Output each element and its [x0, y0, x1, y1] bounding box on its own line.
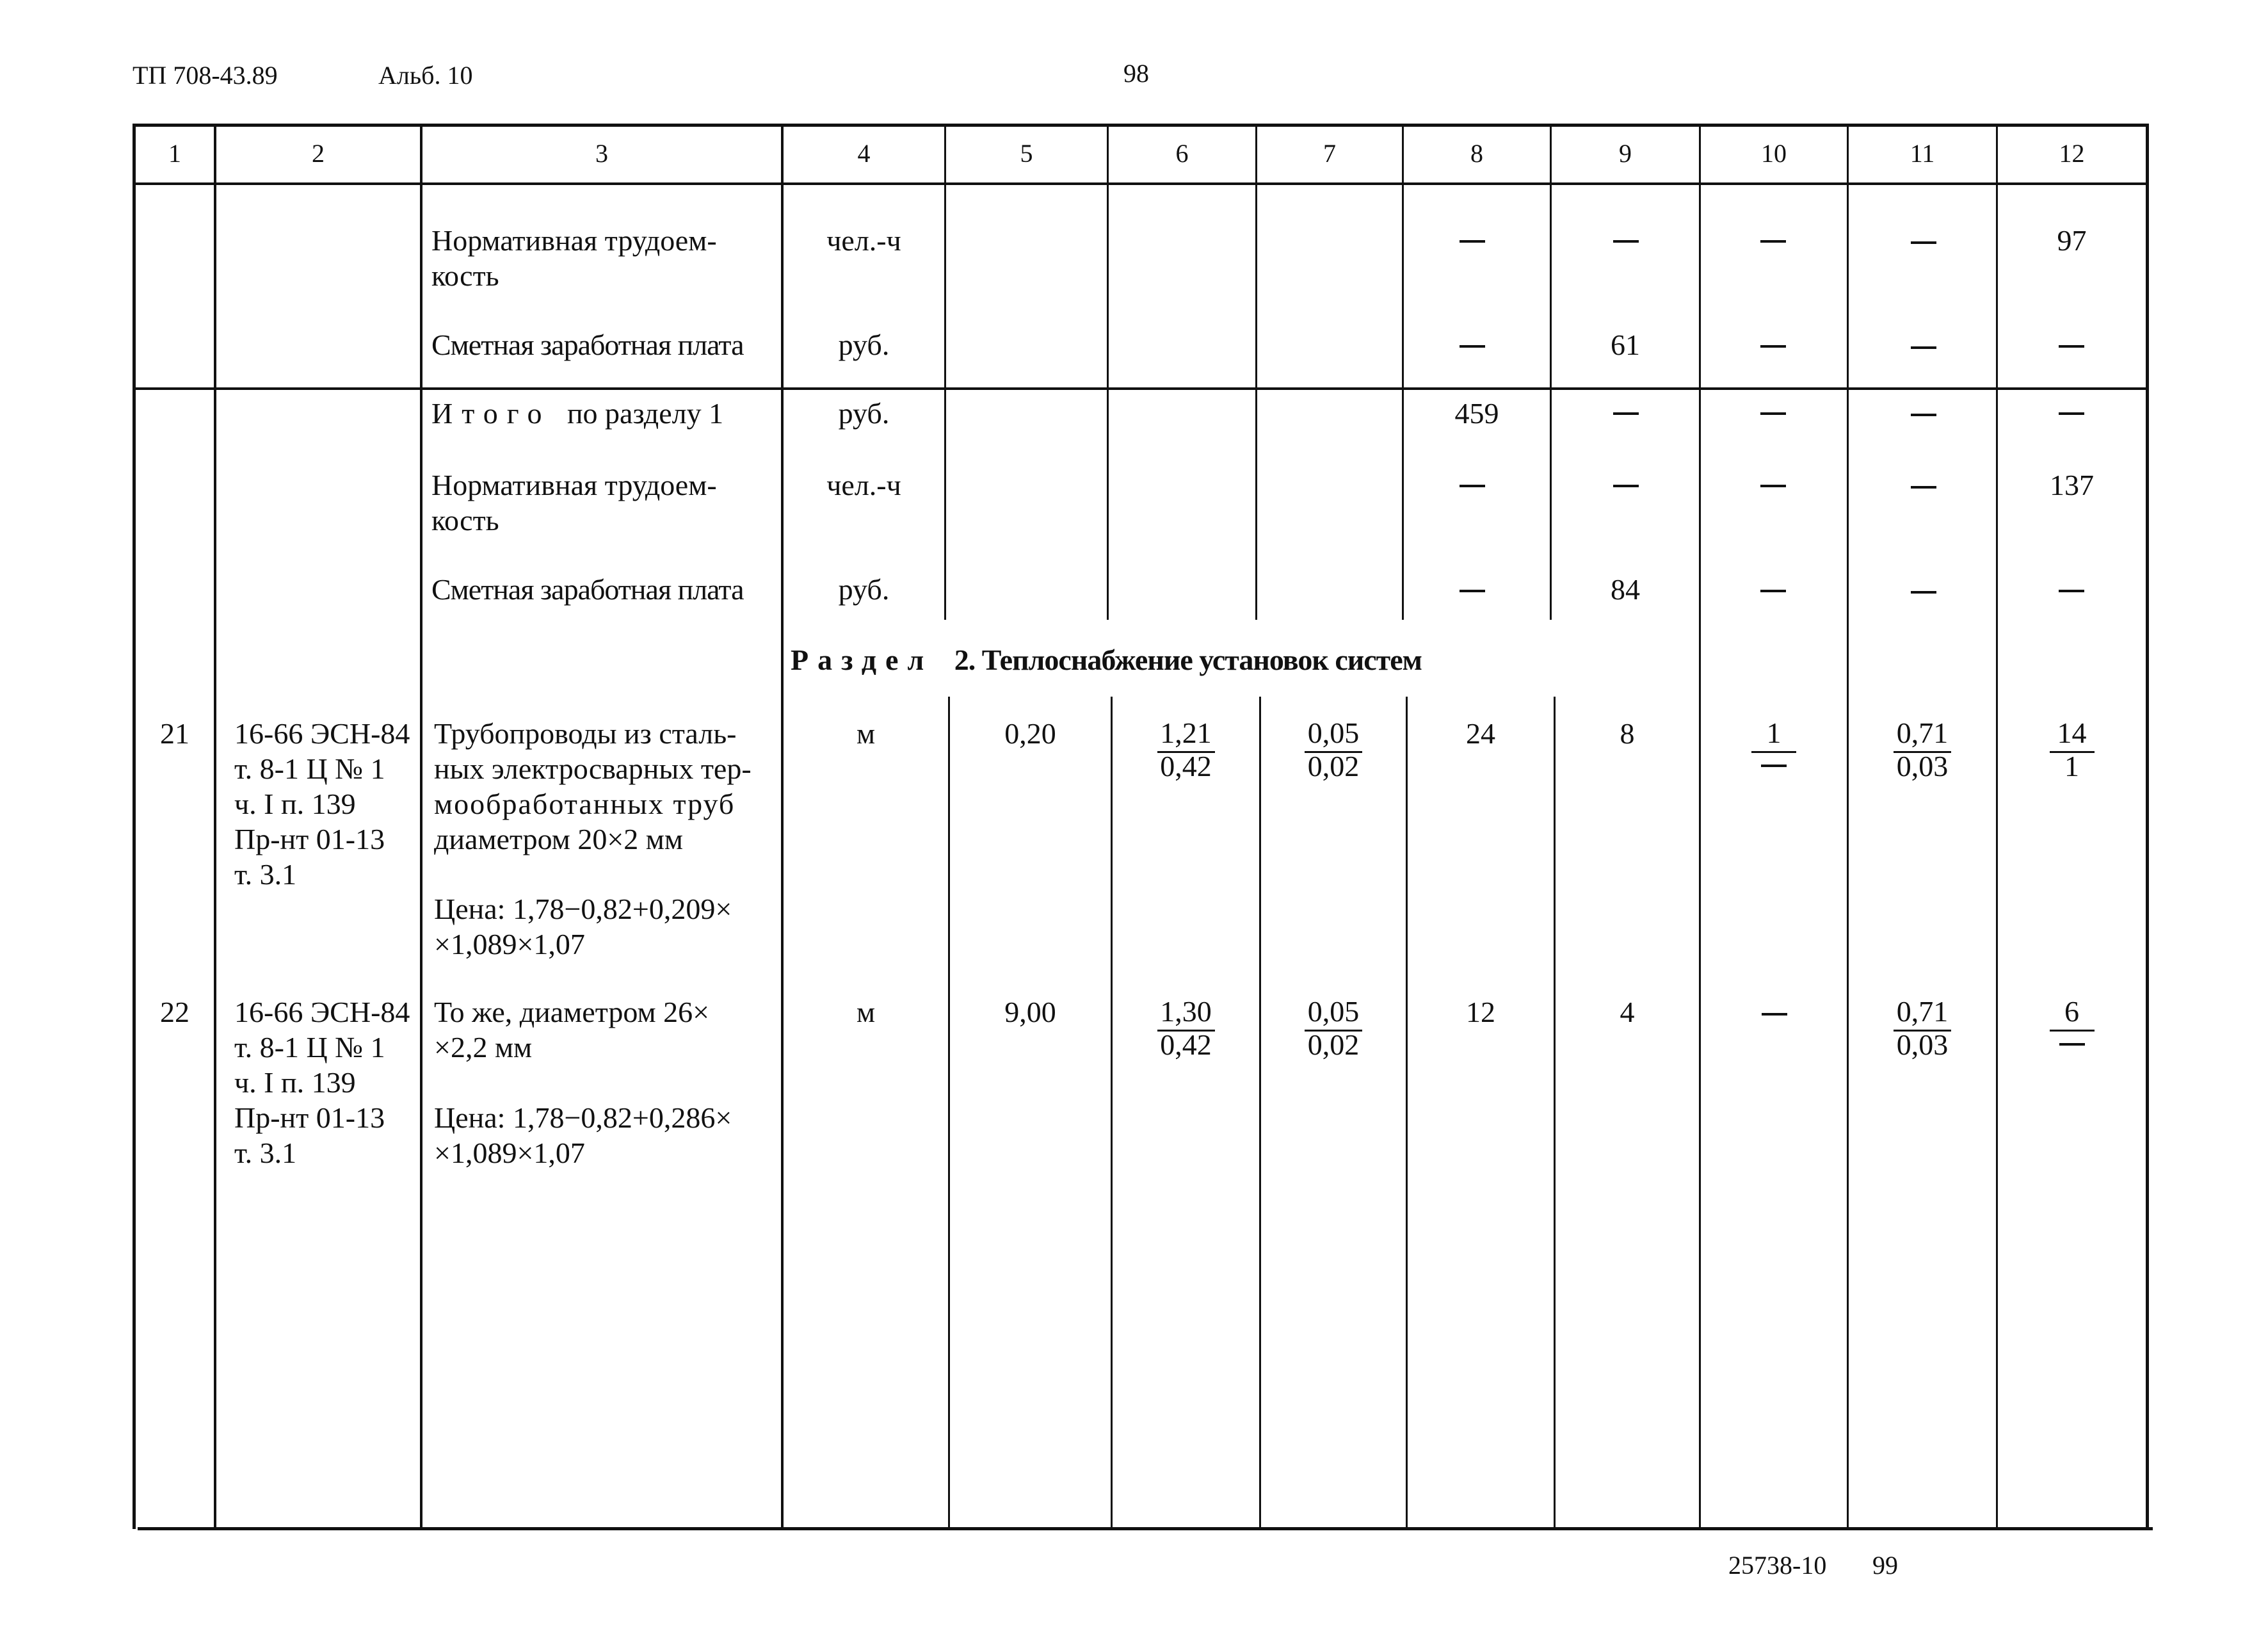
- block1-wage-dash-c8: [1460, 345, 1485, 348]
- block1-wage-dash-c12: [2059, 345, 2084, 348]
- block1-labor-dash-c9: [1613, 240, 1639, 243]
- block2-labor-dash-c9: [1613, 485, 1639, 487]
- total-dash-c10: [1760, 412, 1786, 415]
- block1-labor-dash-c11: [1911, 241, 1936, 244]
- table-border-left: [133, 124, 136, 1529]
- row21-c11-den: 0,03: [1896, 750, 1949, 782]
- row21-c12-den: 1: [2064, 750, 2079, 782]
- block-separator: [133, 387, 2148, 390]
- album-label: Альб. 10: [378, 61, 473, 90]
- section-word: Раздел: [791, 644, 933, 676]
- table-border-bottom: [138, 1527, 2153, 1530]
- row21-c11-num: 0,71: [1896, 716, 1949, 749]
- block2-wage-dash-c10: [1760, 590, 1786, 592]
- total-c8: 459: [1454, 397, 1499, 430]
- block1-wage-dash-c10: [1760, 345, 1786, 348]
- block1-labor-unit: чел.-ч: [826, 224, 901, 257]
- block1-wage-unit: руб.: [838, 328, 890, 361]
- row21-desc-line2: ных электросварных тер-: [434, 752, 752, 785]
- row22-ref-line2: т. 8-1 Ц № 1: [234, 1031, 385, 1064]
- col-line-4b: [948, 697, 950, 1529]
- row21-c10-fraction: [1701, 716, 1847, 767]
- row22-c6-fraction: [1113, 994, 1259, 1062]
- row21-ref-line4: Пр-нт 01-13: [234, 823, 385, 855]
- row22-ref-line1: 16-66 ЭСН-84: [234, 996, 410, 1028]
- row22-c11-den: 0,03: [1896, 1028, 1949, 1061]
- row22-c10-dash: [1762, 1013, 1787, 1016]
- column-number-12: 12: [2059, 139, 2085, 168]
- document-code: ТП 708-43.89: [133, 61, 278, 90]
- row21-unit: м: [856, 717, 876, 750]
- row22-c11-fraction: [1849, 994, 1996, 1062]
- row22-c12-num: 6: [2064, 995, 2079, 1028]
- row22-c11-num: 0,71: [1896, 995, 1949, 1028]
- block2-wage-dash-c12: [2059, 590, 2084, 592]
- row22-c6-num: 1,30: [1160, 995, 1212, 1028]
- row22-c12-den-dash: [2059, 1043, 2085, 1046]
- block2-wage-unit: руб.: [838, 573, 890, 606]
- row21-ref-line2: т. 8-1 Ц № 1: [234, 752, 385, 785]
- row22-ref-line5: т. 3.1: [234, 1137, 297, 1169]
- row21-number: 21: [160, 717, 189, 750]
- row21-desc-line3: мообработанных труб: [434, 788, 736, 820]
- row22-c12-fraction: [1998, 994, 2146, 1046]
- row21-c10-den-dash: [1761, 765, 1787, 767]
- block1-wage-c9: 61: [1611, 328, 1640, 361]
- block2-wage-dash-c11: [1911, 591, 1936, 594]
- column-number-4: 4: [857, 139, 871, 168]
- row22-ref-line4: Пр-нт 01-13: [234, 1101, 385, 1134]
- column-number-8: 8: [1470, 139, 1483, 168]
- column-number-3: 3: [595, 139, 608, 168]
- row21-desc-line1: Трубопроводы из сталь-: [434, 717, 737, 750]
- block2-labor-unit: чел.-ч: [826, 469, 901, 501]
- block1-wage-dash-c11: [1911, 346, 1936, 349]
- row22-price-line1: Цена: 1,78−0,82+0,286×: [434, 1101, 732, 1134]
- footer-sheet-number: 99: [1872, 1551, 1898, 1580]
- block2-labor-label-line1: Нормативная трудоем-: [431, 469, 717, 501]
- total-label: [431, 396, 780, 431]
- col-line-11: [1996, 124, 1998, 1529]
- block2-wage-label: Сметная заработная плата: [431, 573, 744, 606]
- col-line-9: [1699, 124, 1701, 1529]
- column-number-6: 6: [1175, 139, 1189, 168]
- row21-c12-num: 14: [2057, 716, 2087, 749]
- row21-ref-line3: ч. I п. 139: [234, 788, 356, 820]
- row22-c7-den: 0,02: [1307, 1028, 1360, 1061]
- row21-c12-fraction: [1998, 716, 2146, 783]
- row21-c6-den: 0,42: [1160, 750, 1212, 782]
- block1-labor-label-line2: кость: [431, 259, 499, 292]
- block1-labor-c12: 97: [2057, 224, 2087, 257]
- row21-c10-num: 1: [1766, 716, 1781, 749]
- col-line-7a: [1402, 124, 1404, 620]
- row22-unit: м: [856, 996, 876, 1028]
- total-label-rest: по разделу 1: [567, 397, 724, 430]
- header-separator: [133, 182, 2148, 185]
- col-line-5a: [1107, 124, 1109, 620]
- block2-labor-c12: 137: [2050, 469, 2094, 501]
- row22-c8: 12: [1466, 996, 1495, 1028]
- block1-labor-label-line1: Нормативная трудоем-: [431, 224, 717, 257]
- row21-c8: 24: [1466, 717, 1495, 750]
- row21-c10-bar: [1751, 751, 1796, 753]
- column-number-10: 10: [1761, 139, 1787, 168]
- col-line-8a: [1550, 124, 1552, 620]
- row21-c7-fraction: [1261, 716, 1406, 783]
- col-line-5b: [1111, 697, 1113, 1529]
- block1-wage-label: Сметная заработная плата: [431, 328, 744, 361]
- row22-desc-line2: ×2,2 мм: [434, 1031, 533, 1064]
- column-number-1: 1: [168, 139, 181, 168]
- row21-c6-fraction: [1113, 716, 1259, 783]
- block2-labor-dash-c8: [1460, 485, 1485, 487]
- footer-doc-id: 25738-10: [1728, 1551, 1827, 1580]
- block1-labor-dash-c8: [1460, 240, 1485, 243]
- block2-labor-label-line2: кость: [431, 504, 499, 537]
- row22-c6-den: 0,42: [1160, 1028, 1212, 1061]
- block2-labor-dash-c10: [1760, 485, 1786, 487]
- row22-ref-line3: ч. I п. 139: [234, 1066, 356, 1099]
- column-number-5: 5: [1020, 139, 1033, 168]
- table-border-right: [2146, 124, 2149, 1529]
- row21-price-line1: Цена: 1,78−0,82+0,209×: [434, 893, 732, 925]
- block2-labor-dash-c11: [1911, 486, 1936, 489]
- col-line-7b: [1406, 697, 1408, 1529]
- col-line-6b: [1259, 697, 1261, 1529]
- column-number-7: 7: [1323, 139, 1336, 168]
- row21-ref-line5: т. 3.1: [234, 858, 297, 891]
- block2-wage-dash-c8: [1460, 590, 1485, 592]
- row21-c7-den: 0,02: [1307, 750, 1360, 782]
- row22-c5: 9,00: [1004, 996, 1056, 1028]
- page-number: 98: [1123, 59, 1149, 88]
- row21-ref-line1: 16-66 ЭСН-84: [234, 717, 410, 750]
- row22-desc-line1: То же, диаметром 26×: [434, 996, 710, 1028]
- col-line-6a: [1255, 124, 1257, 620]
- row21-c7-num: 0,05: [1307, 716, 1360, 749]
- col-line-1: [214, 124, 216, 1529]
- total-unit: руб.: [838, 397, 890, 430]
- row22-price-line2: ×1,089×1,07: [434, 1137, 585, 1169]
- column-number-11: 11: [1910, 139, 1935, 168]
- col-line-10: [1847, 124, 1849, 1529]
- col-line-8b: [1554, 697, 1556, 1529]
- column-number-9: 9: [1619, 139, 1632, 168]
- row21-price-line2: ×1,089×1,07: [434, 928, 585, 960]
- row22-number: 22: [160, 996, 189, 1028]
- row21-c11-fraction: [1849, 716, 1996, 783]
- total-dash-c12: [2059, 412, 2084, 415]
- section-title: 2. Теплоснабжение установок систем: [954, 644, 1422, 676]
- row22-c7-fraction: [1261, 994, 1406, 1062]
- table-border-top: [133, 124, 2148, 127]
- block2-wage-c9: 84: [1611, 573, 1640, 606]
- row22-c7-num: 0,05: [1307, 995, 1360, 1028]
- row21-c9: 8: [1620, 717, 1635, 750]
- row21-c6-num: 1,21: [1160, 716, 1212, 749]
- section-heading: [791, 642, 1687, 677]
- row22-c9: 4: [1620, 996, 1635, 1028]
- col-line-4a: [944, 124, 946, 620]
- row21-c5: 0,20: [1004, 717, 1056, 750]
- row21-desc-line4: диаметром 20×2 мм: [434, 823, 684, 855]
- row22-c12-bar: [2050, 1030, 2095, 1032]
- block1-labor-dash-c10: [1760, 240, 1786, 243]
- total-label-spaced: Итого: [431, 397, 551, 430]
- total-dash-c9: [1613, 412, 1639, 415]
- column-number-2: 2: [312, 139, 325, 168]
- total-dash-c11: [1911, 414, 1936, 416]
